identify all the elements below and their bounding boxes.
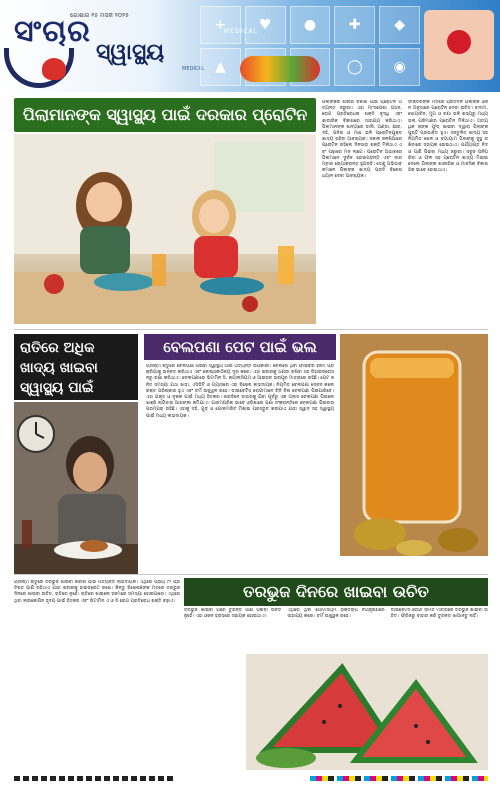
pulse-icon: ♥: [245, 6, 286, 44]
article1-photo-children-eating: [14, 134, 316, 324]
cross-icon: ✚: [334, 6, 375, 44]
section-divider: [14, 574, 488, 575]
tooth-icon: ◯: [334, 48, 375, 86]
registration-bar-left: [14, 776, 174, 781]
article4-column-1: ତରଭୁଜ ଖାଇବା ପରେ ତୁରନ୍ତ ପାଣି ପିଇବା ଉଚିତ ନୁହେଁ। ଏହା ଓଜନ ହ୍ରାସରେ ସହାୟକ ହୋଇଥାଏ।: [184, 608, 282, 620]
article4-body: [184, 608, 488, 654]
section-subtitle: MEDICAL: [182, 66, 205, 72]
drop-icon: ◆: [379, 6, 420, 44]
flask-icon: ▲: [200, 48, 241, 86]
article2-heading: ରାତିରେ ଅଧିକ ଖାଦ୍ୟ ଖାଇବା ସ୍ୱାସ୍ଥ୍ୟ ପାଇଁ: [14, 334, 138, 400]
article4-heading: ତରଭୁଜ ଦିନରେ ଖାଇବା ଉଚିତ: [184, 578, 488, 606]
registration-bar-right: [310, 776, 488, 781]
article2-photo-man-eating-late: [14, 402, 138, 574]
section-title: ସ୍ୱାସ୍ଥ୍ୟ: [96, 40, 165, 65]
heart-icon: [42, 58, 66, 80]
medical-tagline: MEDICAL: [224, 28, 258, 35]
article1-heading: ପିଲାମାନଙ୍କ ସ୍ୱାସ୍ଥ୍ୟ ପାଇଁ ଦରକାର ପ୍ରୋଟିନ: [14, 98, 316, 132]
man-night-meal-illustration: [14, 402, 138, 574]
plus-icon: +: [200, 6, 241, 44]
article4-column-3: ଡାଇବେଟିସ ରୋଗୀ ସୀମିତ ମାତ୍ରାରେ ତରଭୁଜ ଖାଇବା ଉଚିତ। ଫ୍ରିଜରୁ ବାହାର କରି ତୁରନ୍ତ ଖାଆନ୍ତୁ ନାହିଁ।: [390, 608, 488, 620]
watermelon-slices-illustration: [246, 654, 488, 770]
article3-photo-bel-juice: [340, 334, 488, 556]
masthead-date: ଗୋଶାର ୧୫ ମସକ ୨୦୨୫: [70, 12, 129, 19]
article3-body: ଗ୍ରୀଷ୍ମ ଋତୁରେ ବେଲପଣା ପିଇବା ସ୍ୱାସ୍ଥ୍ୟ ପାଇଁ ଅତ୍ୟନ୍ତ ଉପକାରୀ। ବେଲରେ ଥିବା ଫାଇବର ହଜମ ପ୍ରକ୍ରିୟାକୁ ଉନ୍ନତ କରିଥାଏ ଏବଂ କୋଷ୍ଠକାଠିନ୍ୟ ଦୂର କରେ। ଏହା ଶରୀରକୁ ଥଣ୍ଡା ରଖିବା ସହ ଡିହାଇଡ୍ରେସନରୁ ରକ୍ଷା କରିଥାଏ। ବେଲପଣାରେ ଭିଟାମିନ ସି, କ୍ୟାଲସିୟମ ଓ ଆଇରନ ଭରପୂର ମାତ୍ରାରେ ରହିଛି। ପେଟ ଜନିତ ସମସ୍ୟା ଯଥା ଝାଡ଼ା, ଏସିଡିଟି ଓ ଗ୍ୟାସରେ ଏହା ବିଶେଷ ଲାଭଦାୟକ। ନିୟମିତ ବେଲପଣା ସେବନ କଲେ ରକ୍ତ ପରିଷ୍କାର ହୁଏ ଏବଂ ଚର୍ମ ଉଜ୍ଜ୍ୱଳ ରହେ। ଡାଇବେଟିସ ରୋଗୀମାନେ ଚିନି ବିନା ବେଲପଣା ପିଇପାରିବେ। ଏହା ଯକୃତ ଓ ବୃକକ ପାଇଁ ମଧ୍ୟ ହିତକର। ଖରାଦିନେ ବାହାରକୁ ଯିବା ପୂର୍ବରୁ ଏକ ଗ୍ଲାସ ବେଲପଣା ପିଇଲେ ଝାଞ୍ଜି ଲାଗିବାର ଆଶଙ୍କା କମିଯାଏ। ପାରମ୍ପରିକ ଭାବେ ଓଡ଼ିଶାରେ ପଣା ସଂକ୍ରାନ୍ତିରେ ବେଲପଣା ପିଇବାର ପରମ୍ପରା ରହିଛି। ଏହାକୁ ଦହି, ଗୁଡ଼ ଓ ଗୋଲମରିଚ ମିଶାଇ ପ୍ରସ୍ତୁତ କରାଯାଏ ଯାହା ସ୍ୱାଦ ସହ ସ୍ୱାସ୍ଥ୍ୟ ପାଇଁ ମଧ୍ୟ ଲାଭଦାୟକ।: [146, 364, 334, 419]
fruit-basket-icon: [240, 56, 320, 82]
hands-heart-icon: [447, 30, 471, 54]
article1-column-2: ଡାକ୍ତରଙ୍କ ମତରେ ପ୍ରତିଦିନ ପିଲାଙ୍କ ଓଜନ ଅନୁସାରେ ପ୍ରୋଟିନ ଦେବା ଉଚିତ। ବାଦାମ, ସୋୟାବିନ, ମୁଗ ଓ ଚଣା ଭଳି ଶସ୍ୟରୁ ମଧ୍ୟ ଭଲ ପରିମାଣର ପ୍ରୋଟିନ ମିଳିଥାଏ। ଅତ୍ୟଧିକ ଜଙ୍କ ଫୁଡ୍ ଖାଇବା ଦ୍ୱାରା ପିଲାଙ୍କ ପୁଷ୍ଟି ପ୍ରଭାବିତ ହୁଏ। ସନ୍ତୁଳିତ ଖାଦ୍ୟ ସହ ନିୟମିତ ଖେଳ ଓ ବ୍ୟାୟାମ ପିଲାଙ୍କୁ ସୁସ୍ଥ ରଖିବାରେ ସହାୟକ ହୋଇଥାଏ। ପର୍ଯ୍ୟାପ୍ତ ନିଦ ଓ ପାଣି ପିଇବା ମଧ୍ୟ ଜରୁରୀ। ସବୁଜ ପନିପରିବା ଓ ଫଳ ସହ ପ୍ରୋଟିନ ଖାଦ୍ୟ ମିଶାଇ ଦେଲେ ପିଲାଙ୍କ ଶାରୀରିକ ଓ ମାନସିକ ବିକାଶ ଠିକ୍ ଭାବେ ହୋଇଥାଏ।: [408, 100, 488, 174]
article1-column-1: ପିଲାଙ୍କର ଶରୀର ବିକାଶ ପାଇଁ ପ୍ରୋଟିନ ଅତ୍ୟନ୍ତ ଜରୁରୀ। ଏହା ମାଂସପେଶୀ ଗଠନ, ରୋଗ ପ୍ରତିରୋଧକ ଶକ୍ତି ବୃଦ୍ଧି ଏବଂ ଶାରୀରିକ ବିକାଶରେ ସାହାଯ୍ୟ କରିଥାଏ। ପିଲାମାନଙ୍କ ଖାଦ୍ୟରେ ଡାଲି, ଅଣ୍ଡା, କ୍ଷୀର, ଦହି, ପନିର ଓ ମାଛ ଭଳି ପ୍ରୋଟିନଯୁକ୍ତ ଖାଦ୍ୟ ରହିବା ଆବଶ୍ୟକ। ସକାଳ ଜଳଖିଆରେ ପ୍ରୋଟିନ ରହିଲେ ଦିନସାରା ଶକ୍ତି ମିଳିଥାଏ ଏବଂ ପଢ଼ାରେ ମନ ଲାଗେ। ପ୍ରୋଟିନ ଅଭାବରେ ପିଲାମାନେ ଦୁର୍ବଳ ହୋଇପଡ଼ନ୍ତି ଏବଂ ବାରମ୍ବାର ରୋଗାକ୍ରାନ୍ତ ହୁଅନ୍ତି। ତେଣୁ ଅଭିଭାବକମାନେ ପିଲାଙ୍କ ଖାଦ୍ୟ ପ୍ରତି ବିଶେଷ ଧ୍ୟାନ ଦେବା ଆବଶ୍ୟକ।: [322, 100, 402, 180]
children-breakfast-illustration: [14, 134, 316, 324]
article4-photo-watermelon: [246, 654, 488, 770]
pill-icon: ●: [290, 6, 331, 44]
eye-icon: ◉: [379, 48, 420, 86]
masthead-logo: ସଂଚାର: [14, 14, 91, 49]
article1-body: [322, 100, 488, 322]
article4-column-2: ଏଥିରେ ଥିବା ପୋଟାସିୟମ ରକ୍ତଚାପ ନିୟନ୍ତ୍ରଣରେ ସାହାଯ୍ୟ କରେ। ଚର୍ମ ଉଜ୍ଜ୍ୱଳ ରହେ।: [287, 608, 385, 620]
bel-juice-glass-illustration: [340, 334, 488, 556]
section-divider: [14, 329, 488, 330]
article4-lead-text: ଗ୍ରୀଷ୍ମ ଋତୁରେ ତରଭୁଜ ଖାଇବା ଶରୀର ପାଇଁ ଅତ୍ୟନ୍ତ ଲାଭଦାୟକ। ଏଥିରେ ପ୍ରାୟ ୯୨ ପ୍ରତିଶତ ପାଣି ରହିଥାଏ ଯାହା ଶରୀରକୁ ହାଇଡ୍ରେଟ ରଖେ। କିନ୍ତୁ ବିଶେଷଜ୍ଞଙ୍କ ମତରେ ତରଭୁଜ ଦିନରେ ଖାଇବା ଉଚିତ, ରାତିରେ ନୁହେଁ। ରାତିରେ ଖାଇଲେ ହଜମରେ ସମସ୍ୟା ହୋଇପାରେ। ଏଥିରେ ଥିବା ଲାଇକୋପିନ ହୃଦୟ ପାଇଁ ହିତକର ଏବଂ ଭିଟାମିନ ଏ ଓ ସି ରୋଗ ପ୍ରତିରୋଧ ଶକ୍ତି ବଢ଼ାଏ।: [14, 580, 180, 604]
article3-heading: ବେଲପଣା ପେଟ ପାଇଁ ଭଲ: [144, 334, 336, 360]
masthead-banner: [0, 0, 500, 92]
